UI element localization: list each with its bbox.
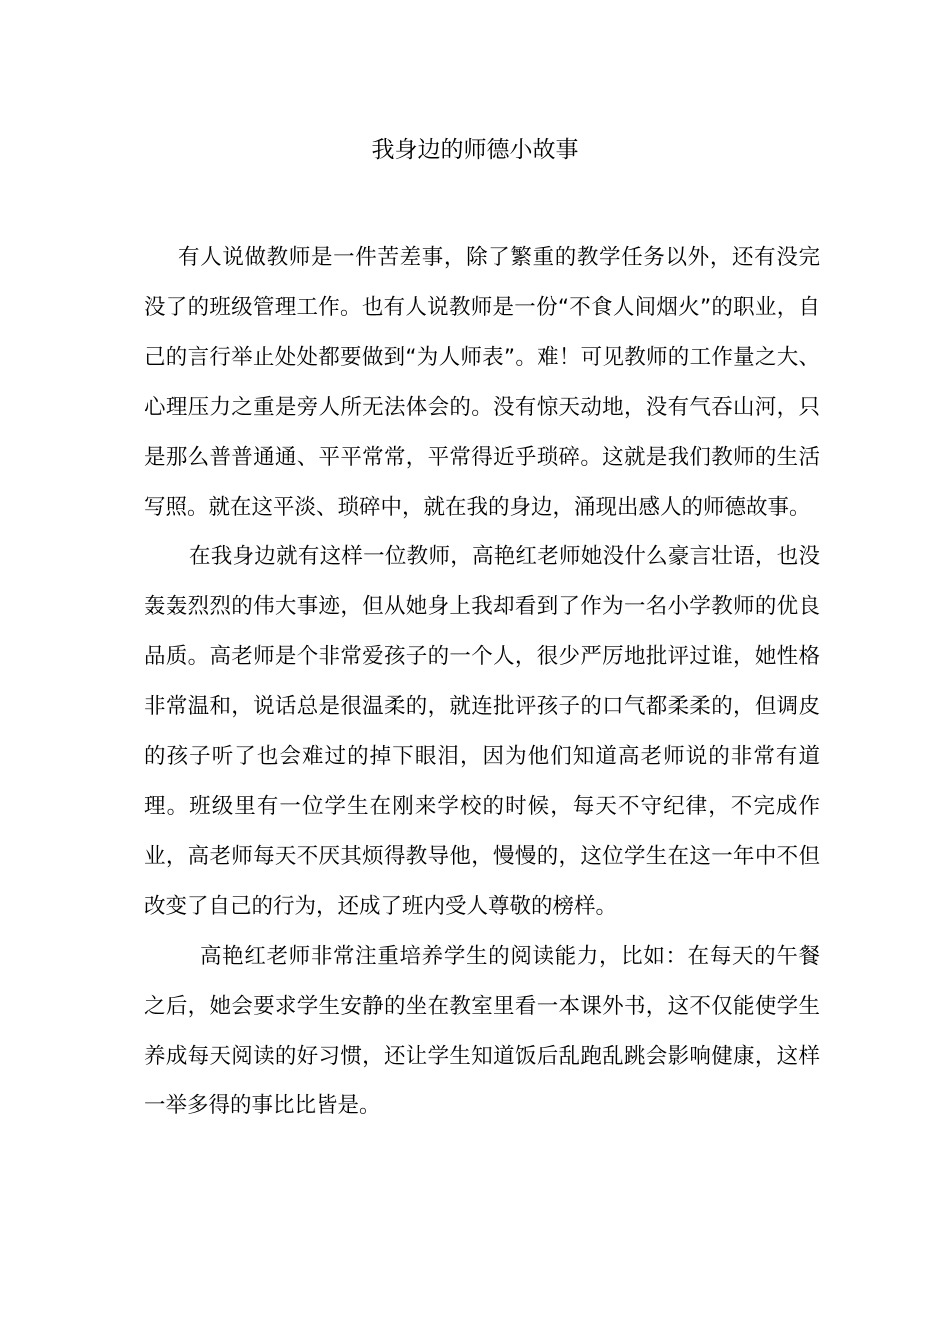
- paragraph-3: 高艳红老师非常注重培养学生的阅读能力，比如：在每天的午餐之后，她会要求学生安静的坐在教室里看一本课外书，这不仅能使学生养成每天阅读的好习惯，还让学生知道饭后乱跑乱跳会影响健康，这样一举多得的事比比皆是。: [144, 943, 820, 1119]
- paragraph-2: 在我身边就有这样一位教师，高艳红老师她没什么豪言壮语，也没轰轰烈烈的伟大事迹，但从她身上我却看到了作为一名小学教师的优良品质。高老师是个非常爱孩子的一个人，很少严厉地批评过谁，她性格非常温和，说话总是很温柔的，就连批评孩子的口气都柔柔的，但调皮的孩子听了也会难过的掉下眼泪，因为他们知道高老师说的非常有道理。班级里有一位学生在刚来学校的时候，每天不守纪律，不完成作业，高老师每天不厌其烦得教导他，慢慢的，这位学生在这一年中不但改变了自己的行为，还成了班内受人尊敬的榜样。: [144, 544, 820, 919]
- paragraph-1: 有人说做教师是一件苦差事，除了繁重的教学任务以外，还有没完没了的班级管理工作。也有人说教师是一份“不食人间烟火”的职业，自己的言行举止处处都要做到“为人师表”。难！可见教师的工作量之大、心理压力之重是旁人所无法体会的。没有惊天动地，没有气吞山河，只是那么普普通通、平平常常，平常得近乎琐碎。这就是我们教师的生活写照。就在这平淡、琐碎中，就在我的身边，涌现出感人的师德故事。: [144, 245, 820, 520]
- document-body: [144, 233, 820, 1131]
- document-title: 我身边的师德小故事: [371, 137, 579, 163]
